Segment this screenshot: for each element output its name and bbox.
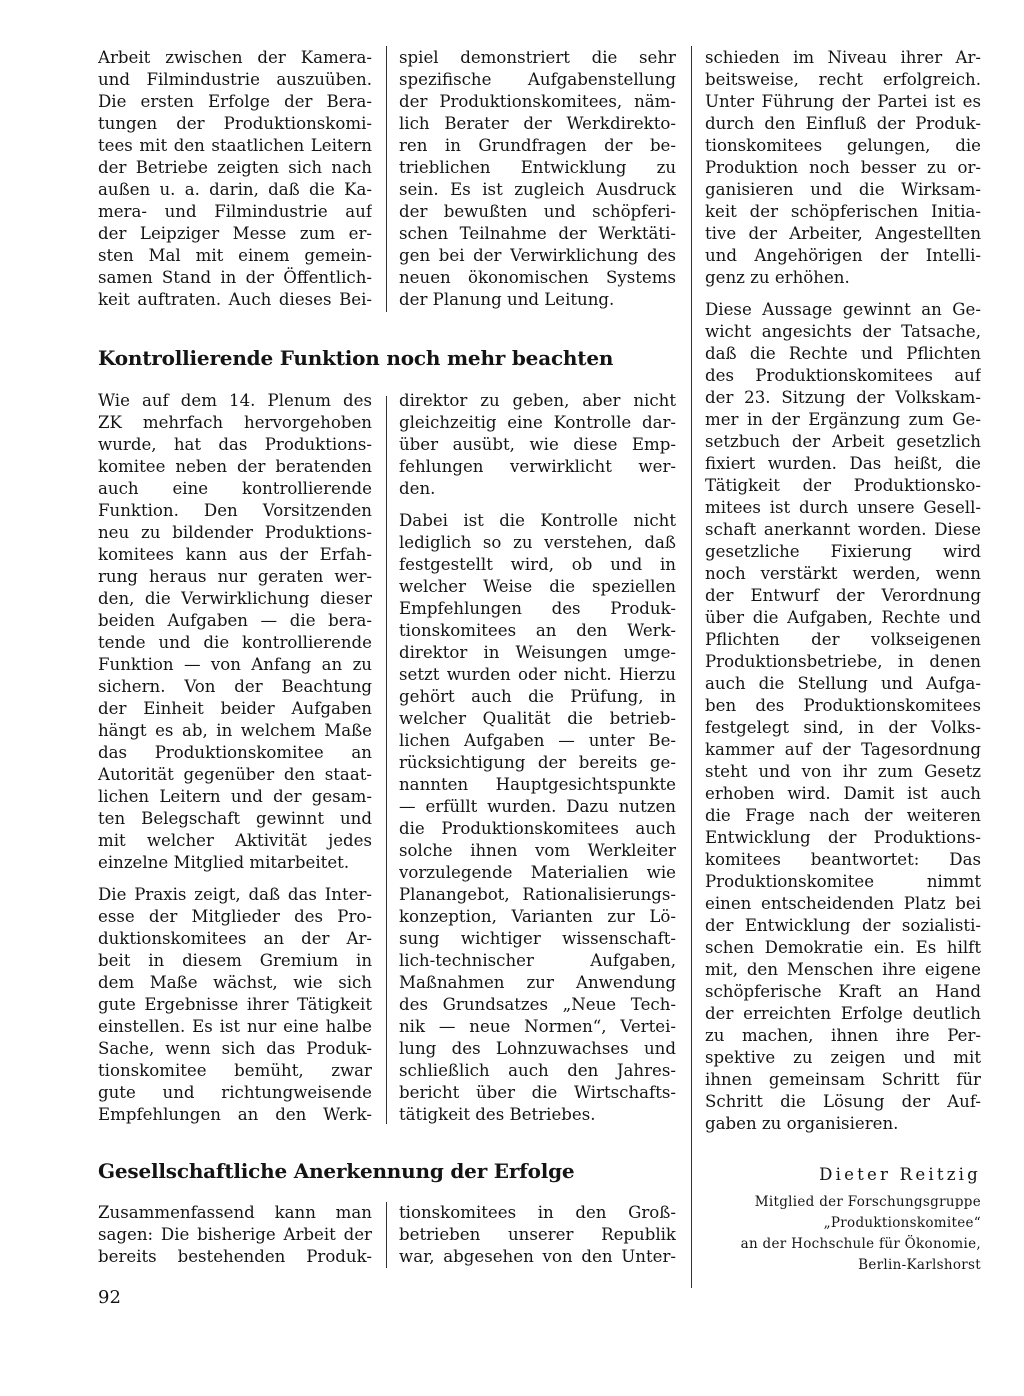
text-line: beit in diesem Gremium in (98, 951, 372, 970)
text-line: mer in der Ergänzung zum Ge- (705, 410, 981, 429)
text-line: lung des Lohnzuwachses und (399, 1039, 676, 1058)
text-line: erhoben wird. Damit ist auch (705, 784, 981, 803)
text-line: schöpferische Kraft an Hand (705, 982, 981, 1001)
text-line: welcher Weise die speziellen (399, 577, 676, 596)
author-affiliation-line: „Produktionskomitee“ (823, 1215, 981, 1231)
column-rule-middle (386, 396, 387, 1124)
text-line: Unter Führung der Partei ist es (705, 92, 981, 111)
text-line: mit, den Menschen ihre eigene (705, 960, 981, 979)
text-line: — erfüllt wurden. Dazu nutzen (399, 797, 676, 816)
text-line: tätigkeit des Betriebes. (399, 1105, 596, 1124)
text-line: setzt wurden oder nicht. Hierzu (399, 665, 676, 684)
text-line: gehört auch die Prüfung, in (399, 687, 676, 706)
text-line: tive der Arbeiter, Angestellten (705, 224, 981, 243)
text-line: lich-technischer Aufgaben, (399, 951, 676, 970)
section-heading-anerkennung: Gesellschaftliche Anerkennung der Erfolge (98, 1159, 575, 1183)
text-line: tees mit den staatlichen Leitern (98, 136, 372, 155)
text-line: ZK mehrfach hervorgehoben (98, 413, 372, 432)
text-line: sten Mal mit einem gemein- (98, 246, 372, 265)
text-line: Produktionsbetriebe, in denen (705, 652, 981, 671)
text-line: gute Ergebnisse ihrer Tätigkeit (98, 995, 372, 1014)
text-line: einen entscheidenden Platz bei (705, 894, 981, 913)
author-affiliation-line: Mitglied der Forschungsgruppe (754, 1194, 981, 1210)
text-line: den, die Verwirklichung dieser (98, 589, 372, 608)
text-line: welcher Qualität die betrieb- (399, 709, 676, 728)
text-line: komitee neben der beratenden (98, 457, 372, 476)
text-line: schaft anerkannt worden. Diese (705, 520, 981, 539)
text-line: fehlungen verwirklicht wer- (399, 457, 676, 476)
text-line: bericht über die Wirtschafts- (399, 1083, 676, 1102)
text-line: trieblichen Entwicklung zu (399, 158, 676, 177)
text-line: Diese Aussage gewinnt an Ge- (705, 300, 981, 319)
text-line: Maßnahmen zur Anwendung (399, 973, 676, 992)
section-heading-kontrolle: Kontrollierende Funktion noch mehr beachten (98, 346, 614, 370)
text-line: Zusammenfassend kann man (98, 1203, 372, 1222)
text-line: mitees ist durch unsere Gesell- (705, 498, 981, 517)
text-line: daß die Rechte und Pflichten (705, 344, 981, 363)
text-line: nannten Hauptgesichtspunkte (399, 775, 676, 794)
text-line: duktionskomitees an der Ar- (98, 929, 372, 948)
text-line: Sache, wenn sich das Produk- (98, 1039, 372, 1058)
column-rule-top (386, 46, 387, 312)
text-line: Autorität gegenüber den staat- (98, 765, 372, 784)
author-name: Dieter Reitzig (819, 1165, 981, 1184)
text-line: direktor in Weisungen umge- (399, 643, 676, 662)
text-line: einzelne Mitglied mitarbeitet. (98, 853, 350, 872)
text-line: gleichzeitig eine Kontrolle dar- (399, 413, 676, 432)
text-line: ren in Grundfragen der be- (399, 136, 676, 155)
text-line: rücksichtigung der bereits ge- (399, 753, 676, 772)
text-line: war, abgesehen von den Unter- (399, 1247, 676, 1266)
text-line: spiel demonstriert die sehr (399, 48, 676, 67)
text-line: tionskomitees gelungen, die (705, 136, 981, 155)
text-line: zu machen, ihnen ihre Per- (705, 1026, 981, 1045)
text-line: tionskomitee bemüht, zwar (98, 1061, 372, 1080)
text-line: beitsweise, recht erfolgreich. (705, 70, 981, 89)
text-line: Dabei ist die Kontrolle nicht (399, 511, 676, 530)
text-line: der 23. Sitzung der Volkskam- (705, 388, 981, 407)
text-line: des Grundsatzes „Neue Tech- (399, 995, 676, 1014)
text-line: durch den Einfluß der Produk- (705, 114, 981, 133)
text-line: des Produktionskomitees auf (705, 366, 981, 385)
text-line: tende und die kontrollierende (98, 633, 372, 652)
text-line: komitees beantwortet: Das (705, 850, 981, 869)
text-line: sagen: Die bisherige Arbeit der (98, 1225, 372, 1244)
text-line: ihnen gemeinsam Schritt für (705, 1070, 981, 1089)
text-line: Entwicklung der Produktions- (705, 828, 981, 847)
text-line: samen Stand in der Öffentlich- (98, 268, 372, 287)
text-line: über ausübt, wie diese Emp- (399, 435, 676, 454)
text-line: der Planung und Leitung. (399, 290, 615, 309)
text-line: schen Teilnahme der Werktäti- (399, 224, 676, 243)
text-line: Produktion noch besser zu or- (705, 158, 981, 177)
text-line: sein. Es ist zugleich Ausdruck (399, 180, 676, 199)
text-line: der erreichten Erfolge deutlich (705, 1004, 981, 1023)
text-line: gaben zu organisieren. (705, 1114, 899, 1133)
text-line: Pflichten der volkseigenen (705, 630, 981, 649)
text-line: solche ihnen vom Werkleiter (399, 841, 676, 860)
text-line: einstellen. Es ist nur eine halbe (98, 1017, 372, 1036)
text-line: esse der Mitglieder des Pro- (98, 907, 372, 926)
text-line: lichen Leitern und der gesam- (98, 787, 372, 806)
text-line: auch eine kontrollierende (98, 479, 372, 498)
text-line: nik — neue Normen“, Vertei- (399, 1017, 676, 1036)
text-line: Empfehlungen an den Werk- (98, 1105, 372, 1124)
text-line: das Produktionskomitee an (98, 743, 372, 762)
text-line: setzbuch der Arbeit gesetzlich (705, 432, 981, 451)
text-line: schließlich auch den Jahres- (399, 1061, 676, 1080)
text-line: mera- und Filmindustrie auf (98, 202, 372, 221)
page-number: 92 (98, 1287, 121, 1308)
text-line: die Produktionskomitees auch (399, 819, 676, 838)
text-line: wurde, hat das Produktions- (98, 435, 372, 454)
text-line: beiden Aufgaben — die bera- (98, 611, 372, 630)
text-line: betrieben unserer Republik (399, 1225, 676, 1244)
text-line: komitees kann aus der Erfah- (98, 545, 372, 564)
text-line: tionskomitees in den Groß- (399, 1203, 676, 1222)
text-line: neuen ökonomischen Systems (399, 268, 676, 287)
text-line: Funktion. Den Vorsitzenden (98, 501, 372, 520)
text-line: tionskomitees an den Werk- (399, 621, 676, 640)
text-line: vorzulegende Materialien wie (399, 863, 676, 882)
text-line: ten Belegschaft gewinnt und (98, 809, 372, 828)
text-line: dem Maße wächst, wie sich (98, 973, 372, 992)
text-line: der Leipziger Messe zum er- (98, 224, 372, 243)
text-line: noch verstärkt werden, wenn (705, 564, 981, 583)
text-line: Planangebot, Rationalisierungs- (399, 885, 676, 904)
text-line: der Entwurf der Verordnung (705, 586, 981, 605)
text-line: gen bei der Verwirklichung des (399, 246, 676, 265)
text-line: sung wichtiger wissenschaft- (399, 929, 676, 948)
text-line: Empfehlungen des Produk- (399, 599, 676, 618)
text-line: gesetzliche Fixierung wird (705, 542, 981, 561)
text-line: keit der schöpferischen Initia- (705, 202, 981, 221)
text-line: schen Demokratie ein. Es hilft (705, 938, 981, 957)
text-line: außen u. a. darin, daß die Ka- (98, 180, 372, 199)
text-line: ben des Produktionskomitees (705, 696, 981, 715)
text-line: Arbeit zwischen der Kamera- (98, 48, 372, 67)
text-line: tungen der Produktionskomi- (98, 114, 372, 133)
text-line: der Betriebe zeigten sich nach (98, 158, 372, 177)
text-line: und Angehörigen der Intelli- (705, 246, 981, 265)
text-line: gute und richtungweisende (98, 1083, 372, 1102)
text-line: der Entwicklung der sozialisti- (705, 916, 981, 935)
text-line: hängt es ab, in welchem Maße (98, 721, 372, 740)
text-line: spezifische Aufgabenstellung (399, 70, 676, 89)
text-line: rung heraus nur geraten wer- (98, 567, 372, 586)
text-line: fixiert wurden. Das heißt, die (705, 454, 981, 473)
text-line: neu zu bildender Produktions- (98, 523, 372, 542)
text-line: bereits bestehenden Produk- (98, 1247, 372, 1266)
text-line: über die Aufgaben, Rechte und (705, 608, 981, 627)
author-affiliation-line: Berlin-Karlshorst (858, 1257, 981, 1273)
text-line: sichern. Von der Beachtung (98, 677, 372, 696)
text-line: konzeption, Varianten zur Lö- (399, 907, 676, 926)
text-line: lichen Aufgaben — unter Be- (399, 731, 676, 750)
text-line: kammer auf der Tagesordnung (705, 740, 981, 759)
text-line: mit welcher Aktivität jedes (98, 831, 372, 850)
text-line: festgestellt wird, ob und in (399, 555, 676, 574)
text-line: Die Praxis zeigt, daß das Inter- (98, 885, 372, 904)
text-line: schieden im Niveau ihrer Ar- (705, 48, 981, 67)
text-line: der Produktionskomitees, näm- (399, 92, 676, 111)
author-affiliation-line: an der Hochschule für Ökonomie, (740, 1236, 981, 1252)
text-line: Die ersten Erfolge der Bera- (98, 92, 372, 111)
text-line: festgelegt sind, in der Volks- (705, 718, 981, 737)
text-line: Funktion — von Anfang an zu (98, 655, 372, 674)
text-line: keit auftraten. Auch dieses Bei- (98, 290, 372, 309)
text-line: die Frage nach der weiteren (705, 806, 981, 825)
text-line: den. (399, 479, 436, 498)
text-line: Produktionskomitee nimmt (705, 872, 981, 891)
column-rule-right (691, 46, 692, 1288)
text-line: lediglich so zu verstehen, daß (399, 533, 676, 552)
column-rule-bottom (386, 1202, 387, 1268)
text-line: direktor zu geben, aber nicht (399, 391, 676, 410)
text-line: und Filmindustrie auszuüben. (98, 70, 372, 89)
text-line: lich Berater der Werkdirekto- (399, 114, 676, 133)
text-line: steht und von ihr zum Gesetz (705, 762, 981, 781)
text-line: der Einheit beider Aufgaben (98, 699, 372, 718)
text-line: spektive zu zeigen und mit (705, 1048, 981, 1067)
text-line: Wie auf dem 14. Plenum des (98, 391, 372, 410)
text-line: wicht angesichts der Tatsache, (705, 322, 981, 341)
text-line: der bewußten und schöpferi- (399, 202, 676, 221)
text-line: ganisieren und die Wirksam- (705, 180, 981, 199)
text-line: Schritt die Lösung der Auf- (705, 1092, 981, 1111)
text-line: genz zu erhöhen. (705, 268, 850, 287)
text-line: auch die Stellung und Aufga- (705, 674, 981, 693)
text-line: Tätigkeit der Produktionsko- (705, 476, 981, 495)
